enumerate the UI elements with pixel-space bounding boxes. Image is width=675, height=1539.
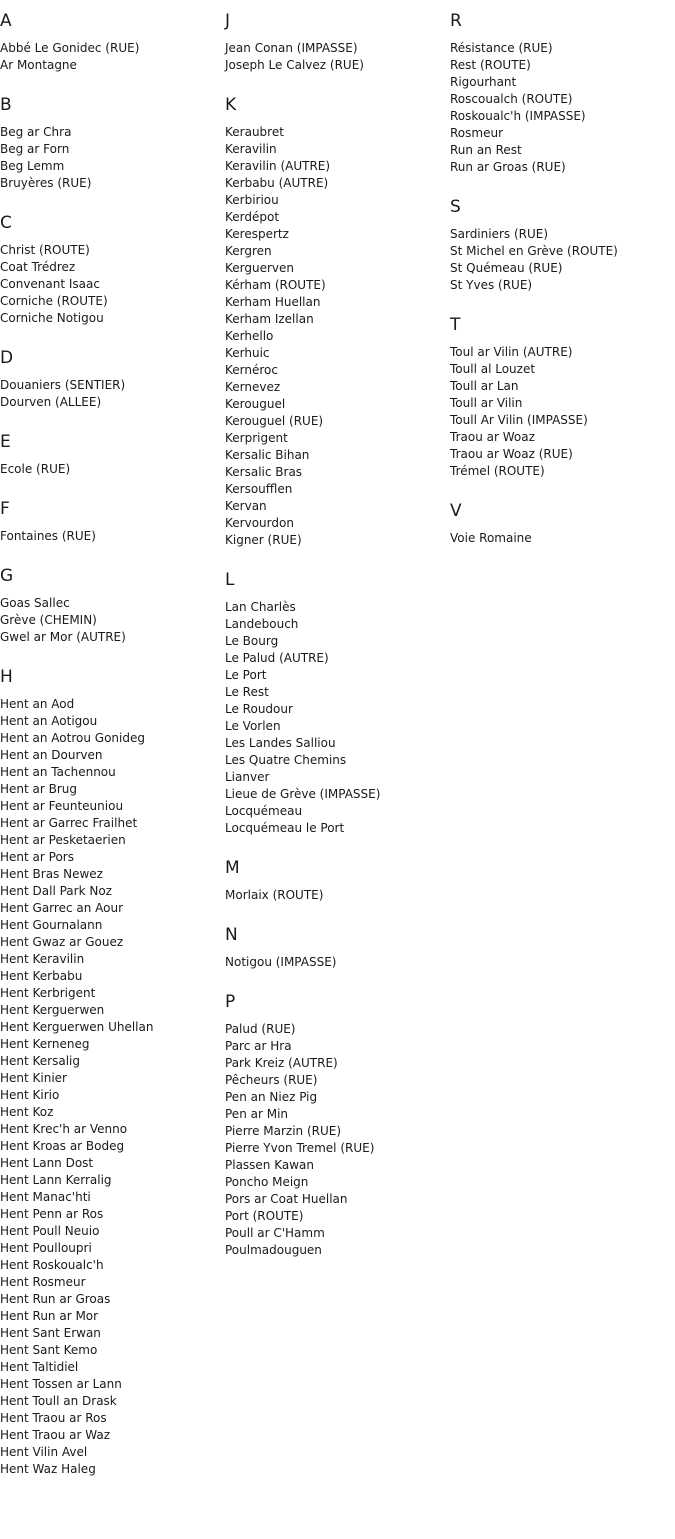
street-item[interactable]: Hent Toull an Drask — [0, 1394, 117, 1408]
street-item[interactable]: Run ar Groas (RUE) — [450, 160, 566, 174]
street-item[interactable]: Kerhuic — [225, 346, 270, 360]
street-item[interactable]: Hent Taltidiel — [0, 1360, 79, 1374]
street-item[interactable]: Roscoualch (ROUTE) — [450, 92, 573, 106]
street-item[interactable]: Poulmadouguen — [225, 1243, 322, 1257]
street-item[interactable]: Pêcheurs (RUE) — [225, 1073, 318, 1087]
letter-heading: H — [0, 667, 13, 687]
street-item[interactable]: Rosmeur — [450, 126, 504, 140]
street-item[interactable]: Kerguerven — [225, 261, 295, 275]
street-item[interactable]: Hent Waz Haleg — [0, 1462, 96, 1476]
street-item[interactable]: Hent Roskoualc'h — [0, 1258, 104, 1272]
street-item[interactable]: Toull ar Lan — [450, 379, 519, 393]
street-item[interactable]: Run an Rest — [450, 143, 522, 157]
street-list — [450, 40, 670, 176]
street-item[interactable]: Hent Traou ar Waz — [0, 1428, 110, 1442]
letter-section — [0, 498, 220, 545]
letter-heading: B — [0, 95, 12, 115]
street-item[interactable]: St Yves (RUE) — [450, 278, 533, 292]
street-item[interactable]: Hent Kerguerwen Uhellan — [0, 1020, 154, 1034]
letter-section — [225, 924, 445, 971]
letter-section — [0, 565, 220, 646]
street-item[interactable]: Le Vorlen — [225, 719, 281, 733]
street-item[interactable]: Hent Kinier — [0, 1071, 67, 1085]
letter-section — [0, 431, 220, 478]
street-item[interactable]: Le Bourg — [225, 634, 279, 648]
letter-heading: A — [0, 11, 12, 31]
street-item[interactable]: Voie Romaine — [450, 531, 532, 545]
letter-section — [0, 212, 220, 327]
letter-section — [0, 666, 220, 1478]
letter-section — [0, 347, 220, 411]
street-item[interactable]: Kersoufflen — [225, 482, 293, 496]
street-item[interactable]: Hent Kersalig — [0, 1054, 81, 1068]
street-list — [0, 124, 220, 192]
street-item[interactable]: Hent Vilin Avel — [0, 1445, 88, 1459]
letter-section — [225, 991, 445, 1259]
street-index-column-3 — [450, 10, 670, 567]
street-item[interactable]: Hent Tossen ar Lann — [0, 1377, 122, 1391]
street-item[interactable]: Corniche (ROUTE) — [0, 294, 108, 308]
letter-heading: D — [0, 348, 14, 368]
street-item[interactable]: Gwel ar Mor (AUTRE) — [0, 630, 126, 644]
letter-section — [450, 196, 670, 294]
street-item[interactable]: Dourven (ALLEE) — [0, 395, 102, 409]
street-item[interactable]: Pors ar Coat Huellan — [225, 1192, 348, 1206]
street-item[interactable]: Hent ar Brug — [0, 782, 78, 796]
street-item[interactable]: Hent Krec'h ar Venno — [0, 1122, 128, 1136]
street-item[interactable]: Rest (ROUTE) — [450, 58, 531, 72]
street-item[interactable]: Hent Bras Newez — [0, 867, 103, 881]
street-item[interactable]: Keravilin (AUTRE) — [225, 159, 331, 173]
street-item[interactable]: Toul ar Vilin (AUTRE) — [450, 345, 573, 359]
street-item[interactable]: Kerham Huellan — [225, 295, 321, 309]
letter-section — [225, 857, 445, 904]
street-item[interactable]: Hent an Tachennou — [0, 765, 116, 779]
street-item[interactable]: Bruyères (RUE) — [0, 176, 92, 190]
street-item[interactable]: Kernevez — [225, 380, 281, 394]
street-index-column-2 — [225, 10, 445, 1279]
street-item[interactable]: Pen an Niez Pig — [225, 1090, 318, 1104]
street-item[interactable]: Hent Gournalann — [0, 918, 103, 932]
street-item[interactable]: Morlaix (ROUTE) — [225, 888, 324, 902]
street-item[interactable]: Hent ar Feunteuniou — [0, 799, 124, 813]
letter-heading: F — [0, 499, 10, 519]
street-item[interactable]: Coat Trédrez — [0, 260, 76, 274]
street-item[interactable]: Hent Kroas ar Bodeg — [0, 1139, 125, 1153]
letter-heading: S — [450, 197, 461, 217]
street-item[interactable]: Hent Koz — [0, 1105, 54, 1119]
street-item[interactable]: Grève (CHEMIN) — [0, 613, 97, 627]
letter-heading: G — [0, 566, 14, 586]
street-item[interactable]: Kerbiriou — [225, 193, 279, 207]
letter-section — [450, 314, 670, 480]
street-item[interactable]: Toull ar Vilin — [450, 396, 523, 410]
street-item[interactable]: Toull Ar Vilin (IMPASSE) — [450, 413, 588, 427]
street-item[interactable]: Toull al Louzet — [450, 362, 536, 376]
letter-section — [225, 10, 445, 74]
street-item[interactable]: Park Kreiz (AUTRE) — [225, 1056, 338, 1070]
street-list — [0, 40, 220, 74]
street-item[interactable]: Hent Run ar Mor — [0, 1309, 99, 1323]
letter-heading: N — [225, 925, 238, 945]
street-item[interactable]: Le Roudour — [225, 702, 293, 716]
street-item[interactable]: Le Palud (AUTRE) — [225, 651, 329, 665]
street-list — [0, 377, 220, 411]
letter-section — [225, 569, 445, 837]
street-item[interactable]: Kerespertz — [225, 227, 289, 241]
street-item[interactable]: Kerhello — [225, 329, 274, 343]
street-item[interactable]: Kerham Izellan — [225, 312, 314, 326]
street-item[interactable]: Lieue de Grève (IMPASSE) — [225, 787, 381, 801]
street-item[interactable]: Hent Run ar Groas — [0, 1292, 111, 1306]
street-item[interactable]: Sardiniers (RUE) — [450, 227, 549, 241]
letter-section — [0, 10, 220, 74]
street-item[interactable]: Hent Lann Dost — [0, 1156, 94, 1170]
street-item[interactable]: Résistance (RUE) — [450, 41, 553, 55]
street-item[interactable]: Hent Keravilin — [0, 952, 85, 966]
street-item[interactable]: Beg ar Forn — [0, 142, 70, 156]
street-item[interactable]: Locquémeau le Port — [225, 821, 345, 835]
street-item[interactable]: Hent Traou ar Ros — [0, 1411, 107, 1425]
street-item[interactable]: Kerdépot — [225, 210, 280, 224]
street-item[interactable]: Convenant Isaac — [0, 277, 100, 291]
street-item[interactable]: Hent ar Pesketaerien — [0, 833, 126, 847]
letter-section — [450, 10, 670, 176]
street-item[interactable]: Trémel (ROUTE) — [450, 464, 545, 478]
street-item[interactable]: Keraubret — [225, 125, 284, 139]
street-item[interactable]: Hent an Aod — [0, 697, 75, 711]
street-item[interactable]: Hent Poull Neuio — [0, 1224, 100, 1238]
street-item[interactable]: Christ (ROUTE) — [0, 243, 90, 257]
street-item[interactable]: Les Quatre Chemins — [225, 753, 347, 767]
street-item[interactable]: Hent Sant Erwan — [0, 1326, 101, 1340]
street-item[interactable]: Kernéroc — [225, 363, 278, 377]
street-item[interactable]: Corniche Notigou — [0, 311, 104, 325]
street-item[interactable]: Joseph Le Calvez (RUE) — [225, 58, 364, 72]
street-list — [225, 1021, 445, 1259]
street-item[interactable]: Pen ar Min — [225, 1107, 289, 1121]
letter-heading: P — [225, 992, 236, 1012]
street-item[interactable]: Hent Poulloupri — [0, 1241, 92, 1255]
street-item[interactable]: Hent Lann Kerralig — [0, 1173, 112, 1187]
street-item[interactable]: Beg Lemm — [0, 159, 65, 173]
street-item[interactable]: Palud (RUE) — [225, 1022, 296, 1036]
street-item[interactable]: Poncho Meign — [225, 1175, 309, 1189]
street-item[interactable]: Poull ar C'Hamm — [225, 1226, 325, 1240]
street-item[interactable]: Keravilin — [225, 142, 277, 156]
street-item[interactable]: Abbé Le Gonidec (RUE) — [0, 41, 140, 55]
street-item[interactable]: Kersalic Bihan — [225, 448, 310, 462]
street-item[interactable]: Kergren — [225, 244, 272, 258]
street-list — [225, 954, 445, 971]
street-item[interactable]: Hent Garrec an Aour — [0, 901, 124, 915]
street-item[interactable]: Locquémeau — [225, 804, 303, 818]
street-item[interactable]: Traou ar Woaz (RUE) — [450, 447, 573, 461]
letter-section — [0, 94, 220, 192]
street-list — [225, 887, 445, 904]
street-list — [0, 595, 220, 646]
street-item[interactable]: Rigourhant — [450, 75, 517, 89]
street-item[interactable]: Landebouch — [225, 617, 299, 631]
letter-heading: C — [0, 213, 12, 233]
street-item[interactable]: Hent Penn ar Ros — [0, 1207, 104, 1221]
letter-section — [450, 500, 670, 547]
street-item[interactable]: Hent an Aotrou Gonideg — [0, 731, 145, 745]
street-item[interactable]: Beg ar Chra — [0, 125, 72, 139]
street-item[interactable]: Parc ar Hra — [225, 1039, 292, 1053]
letter-heading: M — [225, 858, 240, 878]
street-item[interactable]: Hent ar Pors — [0, 850, 74, 864]
letter-heading: V — [450, 501, 462, 521]
street-item[interactable]: Ar Montagne — [0, 58, 77, 72]
street-item[interactable]: Roskoualc'h (IMPASSE) — [450, 109, 586, 123]
street-index-column-1 — [0, 10, 220, 1498]
street-item[interactable]: Goas Sallec — [0, 596, 70, 610]
street-item[interactable]: St Michel en Grève (ROUTE) — [450, 244, 618, 258]
street-item[interactable]: Hent Manac'hti — [0, 1190, 91, 1204]
letter-heading: T — [450, 315, 461, 335]
street-item[interactable]: Kersalic Bras — [225, 465, 303, 479]
street-list — [0, 528, 220, 545]
street-list — [0, 696, 220, 1478]
street-list — [450, 344, 670, 480]
street-list — [225, 40, 445, 74]
street-item[interactable]: Hent Kerbabu — [0, 969, 83, 983]
street-item[interactable]: Le Port — [225, 668, 267, 682]
street-item[interactable]: Hent ar Garrec Frailhet — [0, 816, 138, 830]
street-item[interactable]: Kerouguel — [225, 397, 286, 411]
street-item[interactable]: Lan Charlès — [225, 600, 296, 614]
street-item[interactable]: Jean Conan (IMPASSE) — [225, 41, 358, 55]
street-list — [0, 461, 220, 478]
street-item[interactable]: Hent Sant Kemo — [0, 1343, 98, 1357]
street-item[interactable]: Kervan — [225, 499, 267, 513]
street-item[interactable]: Traou ar Woaz — [450, 430, 535, 444]
street-item[interactable]: Hent Kerbrigent — [0, 986, 96, 1000]
street-list — [450, 226, 670, 294]
street-item[interactable]: Hent Gwaz ar Gouez — [0, 935, 124, 949]
street-item[interactable]: Les Landes Salliou — [225, 736, 336, 750]
letter-heading: K — [225, 95, 237, 115]
street-item[interactable]: Notigou (IMPASSE) — [225, 955, 337, 969]
letter-heading: R — [450, 11, 462, 31]
street-item[interactable]: Hent an Dourven — [0, 748, 103, 762]
street-list — [225, 124, 445, 549]
street-list — [450, 530, 670, 547]
street-item[interactable]: Kerouguel (RUE) — [225, 414, 324, 428]
street-item[interactable]: Kervourdon — [225, 516, 294, 530]
street-item[interactable]: Plassen Kawan — [225, 1158, 315, 1172]
street-item[interactable]: Pierre Marzin (RUE) — [225, 1124, 342, 1138]
street-item[interactable]: Hent Kerguerwen — [0, 1003, 105, 1017]
street-item[interactable]: Hent Kerneneg — [0, 1037, 90, 1051]
letter-heading: E — [0, 432, 11, 452]
street-item[interactable]: Lianver — [225, 770, 270, 784]
street-item[interactable]: Kigner (RUE) — [225, 533, 302, 547]
street-list — [225, 599, 445, 837]
street-item[interactable]: Hent Kirio — [0, 1088, 60, 1102]
street-item[interactable]: Kerprigent — [225, 431, 288, 445]
letter-heading: J — [225, 11, 231, 31]
street-item[interactable]: Port (ROUTE) — [225, 1209, 304, 1223]
street-item[interactable]: Ecole (RUE) — [0, 462, 71, 476]
street-item[interactable]: Kerbabu (AUTRE) — [225, 176, 329, 190]
street-item[interactable]: Hent an Aotigou — [0, 714, 98, 728]
street-list — [0, 242, 220, 327]
street-item[interactable]: Hent Dall Park Noz — [0, 884, 112, 898]
letter-heading: L — [225, 570, 235, 590]
letter-section — [225, 94, 445, 549]
street-item[interactable]: Le Rest — [225, 685, 269, 699]
street-item[interactable]: Pierre Yvon Tremel (RUE) — [225, 1141, 375, 1155]
street-item[interactable]: Douaniers (SENTIER) — [0, 378, 126, 392]
street-item[interactable]: Hent Rosmeur — [0, 1275, 86, 1289]
street-item[interactable]: Kérham (ROUTE) — [225, 278, 326, 292]
street-item[interactable]: St Quémeau (RUE) — [450, 261, 563, 275]
street-item[interactable]: Fontaines (RUE) — [0, 529, 96, 543]
